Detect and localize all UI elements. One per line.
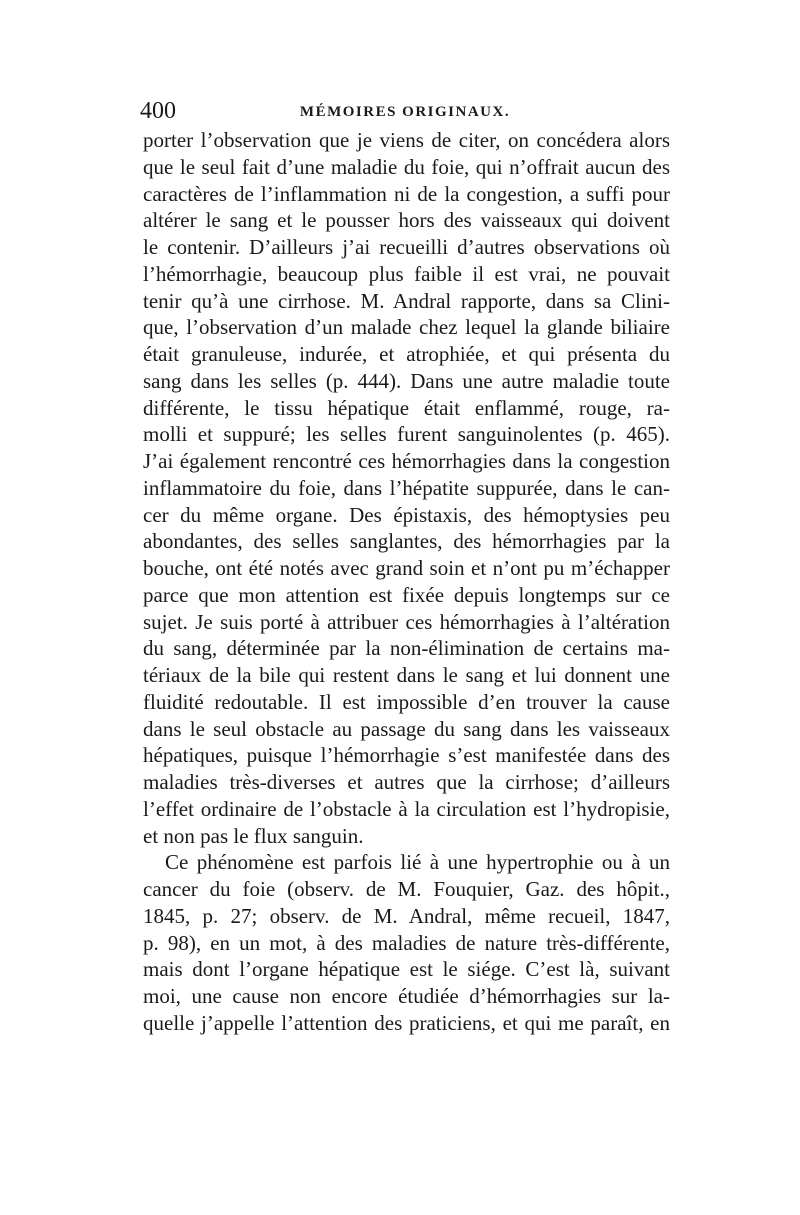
text-line: l’hémorrhagie, beaucoup plus faible il est vrai, ne pouvait [143,261,670,286]
text-line: était granuleuse, indurée, et atrophiée, et qui présenta du [143,342,670,366]
text-line: parce que mon attention est fixée depuis longtemps sur ce [143,582,670,607]
text-line: porter l’observation que je viens de citer, on concédera alors [143,128,670,152]
text-line: que le seul fait d’une maladie du foie, qui n’offrait aucun des [143,154,670,179]
text-line: du sang, déterminée par la non-élimination de certains ma- [143,636,670,661]
text-line: hépatiques, puisque l’hémorrhagie s’est manifestée dans des [143,743,670,768]
text-line: sujet. Je suis porté à attribuer ces hémorrhagies à l’altération [143,609,670,634]
text-line: inflammatoire du foie, dans l’hépatite suppurée, dans le can- [143,475,670,500]
running-head: MÉMOIRES ORIGINAUX. [299,104,511,120]
text-line: quelle j’appelle l’attention des praticiens, et qui me paraît, en [143,1010,670,1035]
text-line: moi, une cause non encore étudiée d’hémorrhagies sur la- [143,984,670,1008]
text-line: molli et suppuré; les selles furent sanguinolentes (p. 465). [143,422,670,447]
text-line: mais dont l’organe hépatique est le siége. C’est là, suivant [143,957,670,982]
page-number: 400 [140,98,176,124]
text-line: sang dans les selles (p. 444). Dans une autre maladie toute [143,368,670,393]
text-line: p. 98), en un mot, à des maladies de nature très-différente, [143,930,670,955]
text-line: altérer le sang et le pousser hors des vaisseaux qui doivent [143,208,670,233]
text-line: abondantes, des selles sanglantes, des hémorrhagies par la [143,529,670,554]
text-line: 1845, p. 27; observ. de M. Andral, même recueil, 1847, [143,903,670,928]
body-text [143,127,670,1037]
page-header [140,96,670,126]
text-line: différente, le tissu hépatique était enflammé, rouge, ra- [143,395,670,420]
text-line-paragraph-end: et non pas le flux sanguin. [143,823,364,848]
text-line: cer du même organe. Des épistaxis, des hémoptysies peu [143,502,670,527]
text-line: l’effet ordinaire de l’obstacle à la circulation est l’hydropisie, [143,796,670,821]
text-line: que, l’observation d’un malade chez lequel la glande biliaire [143,315,670,340]
text-line: J’ai également rencontré ces hémorrhagies dans la congestion [143,449,670,473]
text-line: fluidité redoutable. Il est impossible d’en trouver la cause [143,689,670,714]
text-line: dans le seul obstacle au passage du sang dans les vaisseaux [143,716,670,741]
text-line: bouche, ont été notés avec grand soin et n’ont pu m’échapper [143,556,670,580]
text-line: cancer du foie (observ. de M. Fouquier, Gaz. des hôpit., [143,877,670,901]
text-line: maladies très-diverses et autres que la cirrhose; d’ailleurs [143,770,670,794]
text-line: tenir qu’à une cirrhose. M. Andral rapporte, dans sa Clini- [143,288,670,313]
text-line-paragraph-start: Ce phénomène est parfois lié à une hypertrophie ou à un [165,850,670,875]
text-line: tériaux de la bile qui restent dans le sang et lui donnent une [143,663,670,687]
text-line: le contenir. D’ailleurs j’ai recueilli d’autres observations où [143,235,670,259]
text-line: caractères de l’inflammation ni de la congestion, a suffi pour [143,181,670,206]
